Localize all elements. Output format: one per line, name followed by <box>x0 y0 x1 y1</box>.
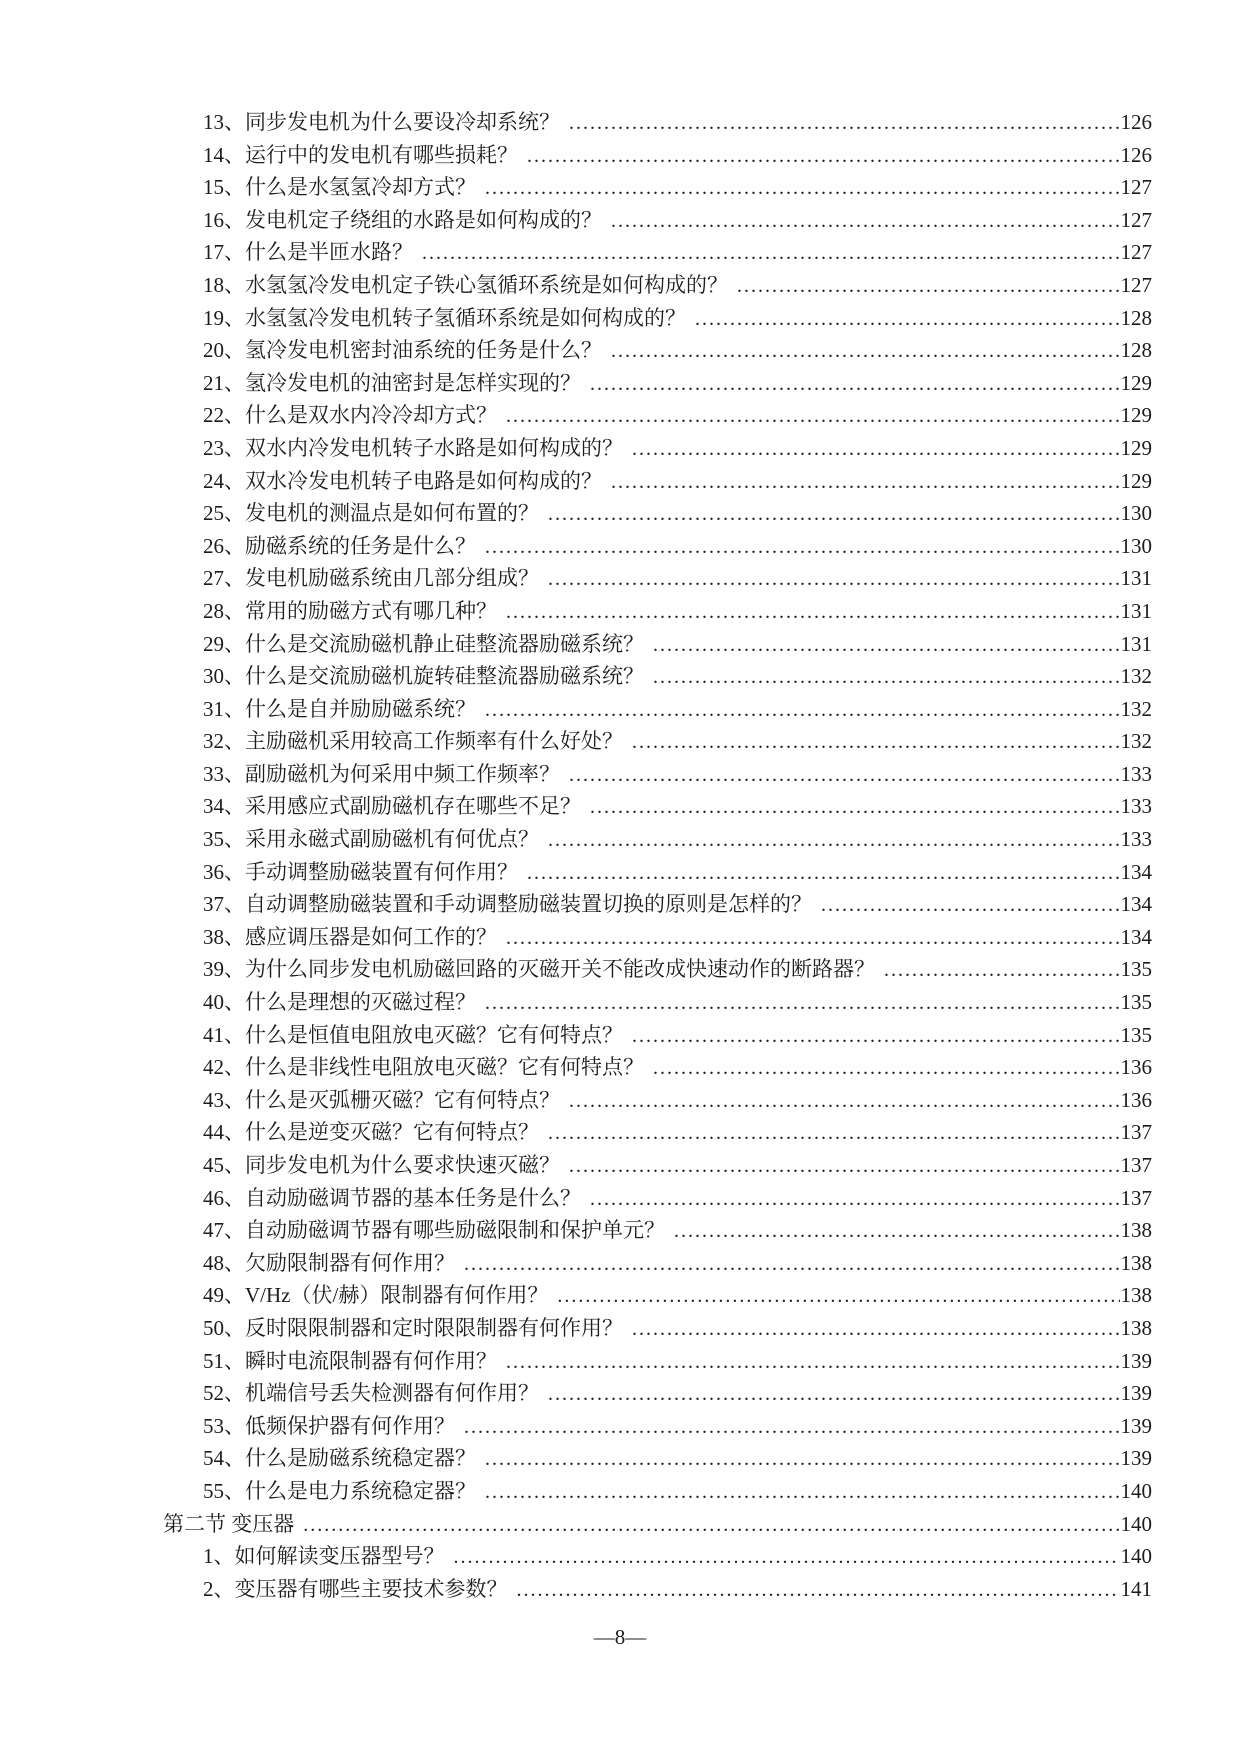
toc-entry <box>163 1377 1152 1410</box>
toc-entry <box>163 139 1152 172</box>
toc-entry <box>163 1312 1152 1345</box>
dot-leader <box>632 1313 1120 1346</box>
toc-entry-label: 20、氢冷发电机密封油系统的任务是什么？ <box>203 338 602 363</box>
dot-leader <box>485 172 1120 205</box>
dot-leader <box>590 368 1120 401</box>
toc-entry <box>163 790 1152 823</box>
toc-entry <box>163 1084 1152 1117</box>
dot-leader <box>464 1411 1120 1444</box>
toc-entry <box>163 1247 1152 1280</box>
dot-leader <box>506 1346 1120 1379</box>
toc-entry <box>163 1345 1152 1378</box>
toc-entry <box>163 1019 1152 1052</box>
dot-leader <box>548 824 1120 857</box>
toc-entry-page-number: 131 <box>1120 631 1152 656</box>
toc-entry-label: 29、什么是交流励磁机静止硅整流器励磁系统？ <box>203 631 644 656</box>
toc-entry <box>163 1279 1152 1312</box>
toc-entry-page-number: 129 <box>1120 370 1152 395</box>
toc-entry <box>163 399 1152 432</box>
toc-entry-label: 17、什么是半匝水路？ <box>203 240 413 265</box>
toc-entry-label: 34、采用感应式副励磁机存在哪些不足？ <box>203 794 581 819</box>
toc-entry-label: 46、自动励磁调节器的基本任务是什么？ <box>203 1185 581 1210</box>
toc-entry-page-number: 130 <box>1120 533 1152 558</box>
toc-entry-label: 36、手动调整励磁装置有何作用？ <box>203 859 518 884</box>
toc-entry <box>163 693 1152 726</box>
toc-entry-page-number: 128 <box>1120 338 1152 363</box>
toc-entry <box>163 367 1152 400</box>
toc-entry-page-number: 137 <box>1120 1185 1152 1210</box>
toc-entry-label: 49、V/Hz（伏/赫）限制器有何作用？ <box>203 1283 549 1308</box>
toc-entry-label: 24、双水冷发电机转子电路是如何构成的？ <box>203 468 602 493</box>
dot-leader <box>485 1443 1120 1476</box>
page-number: —8— <box>593 1625 647 1649</box>
toc-entry-label: 52、机端信号丢失检测器有何作用？ <box>203 1381 539 1406</box>
dot-leader <box>485 531 1120 564</box>
toc-entry-label: 37、自动调整励磁装置和手动调整励磁装置切换的原则是怎样的？ <box>203 892 812 917</box>
table-of-contents <box>163 106 1152 1605</box>
toc-entry <box>163 269 1152 302</box>
toc-entry-page-number: 135 <box>1120 1022 1152 1047</box>
dot-leader <box>653 629 1120 662</box>
toc-entry-label: 1、如何解读变压器型号？ <box>203 1544 445 1569</box>
toc-entry-page-number: 132 <box>1120 664 1152 689</box>
toc-entry-label: 32、主励磁机采用较高工作频率有什么好处？ <box>203 729 623 754</box>
toc-entry-page-number: 138 <box>1120 1315 1152 1340</box>
toc-entry-label: 26、励磁系统的任务是什么？ <box>203 533 476 558</box>
toc-entry-label: 48、欠励限制器有何作用？ <box>203 1250 455 1275</box>
toc-entry-page-number: 137 <box>1120 1153 1152 1177</box>
toc-entry-page-number: 131 <box>1120 566 1152 591</box>
dot-leader <box>569 1085 1120 1118</box>
toc-entry-page-number: 132 <box>1120 729 1152 754</box>
toc-entry-label: 18、水氢氢冷发电机定子铁心氢循环系统是如何构成的？ <box>203 272 728 297</box>
toc-entry <box>163 660 1152 693</box>
toc-entry-label: 38、感应调压器是如何工作的？ <box>203 924 497 949</box>
dot-leader <box>611 335 1120 368</box>
dot-leader <box>653 1052 1120 1085</box>
toc-entry-page-number: 134 <box>1120 859 1152 884</box>
dot-leader <box>548 1117 1120 1150</box>
toc-entry <box>163 334 1152 367</box>
toc-entry <box>163 171 1152 204</box>
toc-entry <box>163 530 1152 563</box>
toc-entry-page-number: 136 <box>1120 1087 1152 1112</box>
toc-entry-page-number: 129 <box>1120 403 1152 428</box>
toc-entry-page-number: 134 <box>1120 892 1152 917</box>
dot-leader <box>674 1215 1120 1248</box>
toc-entry <box>163 1475 1152 1508</box>
toc-entry-page-number: 139 <box>1120 1381 1152 1406</box>
toc-entry-label: 23、双水内冷发电机转子水路是如何构成的？ <box>203 435 623 460</box>
toc-entry-page-number: 139 <box>1120 1413 1152 1438</box>
toc-entry-label: 30、什么是交流励磁机旋转硅整流器励磁系统？ <box>203 664 644 689</box>
dot-leader <box>569 759 1120 792</box>
toc-entry <box>163 1214 1152 1247</box>
toc-entry-page-number: 127 <box>1120 240 1152 265</box>
toc-entry-label: 45、同步发电机为什么要求快速灭磁？ <box>203 1153 560 1177</box>
toc-entry <box>163 921 1152 954</box>
toc-entry <box>163 1442 1152 1475</box>
toc-entry-page-number: 130 <box>1120 501 1152 526</box>
toc-entry <box>163 1149 1152 1182</box>
dot-leader <box>632 433 1120 466</box>
dot-leader <box>454 1541 1120 1574</box>
dot-leader <box>506 596 1120 629</box>
dot-leader <box>821 889 1120 922</box>
toc-entry-page-number: 128 <box>1120 305 1152 330</box>
toc-entry <box>163 1508 1152 1541</box>
toc-entry-label: 第二节 变压器 <box>163 1511 295 1536</box>
toc-entry-page-number: 138 <box>1120 1218 1152 1243</box>
toc-entry-page-number: 127 <box>1120 207 1152 232</box>
dot-leader <box>485 694 1120 727</box>
toc-entry-label: 47、自动励磁调节器有哪些励磁限制和保护单元？ <box>203 1218 665 1243</box>
toc-entry-label: 53、低频保护器有何作用？ <box>203 1413 455 1438</box>
toc-entry <box>163 986 1152 1019</box>
dot-leader <box>464 1248 1120 1281</box>
dot-leader <box>485 1476 1120 1509</box>
toc-entry <box>163 953 1152 986</box>
dot-leader <box>611 205 1120 238</box>
toc-entry-label: 51、瞬时电流限制器有何作用？ <box>203 1348 497 1373</box>
toc-entry-label: 39、为什么同步发电机励磁回路的灭磁开关不能改成快速动作的断路器？ <box>203 957 875 982</box>
toc-entry-page-number: 127 <box>1120 272 1152 297</box>
dot-leader <box>527 857 1120 890</box>
dot-leader <box>611 466 1120 499</box>
toc-entry <box>163 628 1152 661</box>
toc-entry <box>163 595 1152 628</box>
toc-entry-page-number: 139 <box>1120 1446 1152 1471</box>
dot-leader <box>632 726 1120 759</box>
toc-entry <box>163 432 1152 465</box>
dot-leader <box>653 661 1120 694</box>
toc-entry <box>163 758 1152 791</box>
toc-entry-label: 41、什么是恒值电阻放电灭磁？它有何特点？ <box>203 1022 623 1047</box>
toc-entry-label: 2、变压器有哪些主要技术参数？ <box>203 1576 508 1601</box>
toc-entry <box>163 465 1152 498</box>
dot-leader <box>569 1150 1120 1183</box>
dot-leader <box>422 237 1120 270</box>
toc-entry-label: 55、什么是电力系统稳定器？ <box>203 1478 476 1503</box>
dot-leader <box>506 400 1120 433</box>
toc-entry-label: 40、什么是理想的灭磁过程？ <box>203 990 476 1015</box>
toc-entry-page-number: 138 <box>1120 1250 1152 1275</box>
toc-entry-page-number: 140 <box>1120 1478 1152 1503</box>
toc-entry-label: 13、同步发电机为什么要设冷却系统？ <box>203 110 560 134</box>
toc-entry-label: 27、发电机励磁系统由几部分组成？ <box>203 566 539 591</box>
toc-entry-label: 54、什么是励磁系统稳定器？ <box>203 1446 476 1471</box>
dot-leader <box>557 1280 1119 1313</box>
toc-entry <box>163 856 1152 889</box>
toc-entry-page-number: 140 <box>1120 1511 1152 1536</box>
dot-leader <box>737 270 1120 303</box>
dot-leader <box>548 498 1120 531</box>
toc-entry <box>163 106 1152 139</box>
toc-entry-page-number: 134 <box>1120 924 1152 949</box>
toc-entry-page-number: 137 <box>1120 1120 1152 1145</box>
toc-entry-label: 28、常用的励磁方式有哪几种？ <box>203 598 497 623</box>
toc-entry-page-number: 126 <box>1120 142 1152 167</box>
toc-entry-page-number: 129 <box>1120 435 1152 460</box>
dot-leader <box>590 791 1120 824</box>
toc-entry-label: 19、水氢氢冷发电机转子氢循环系统是如何构成的？ <box>203 305 686 330</box>
toc-entry-label: 44、什么是逆变灭磁？它有何特点？ <box>203 1120 539 1145</box>
toc-entry-page-number: 132 <box>1120 696 1152 721</box>
toc-entry <box>163 1051 1152 1084</box>
toc-entry <box>163 497 1152 530</box>
toc-entry <box>163 725 1152 758</box>
toc-entry-page-number: 140 <box>1120 1544 1152 1569</box>
toc-entry-page-number: 131 <box>1120 598 1152 623</box>
toc-entry-page-number: 133 <box>1120 761 1152 786</box>
dot-leader <box>527 140 1120 173</box>
toc-entry-label: 43、什么是灭弧栅灭磁？它有何特点？ <box>203 1087 560 1112</box>
toc-entry <box>163 236 1152 269</box>
toc-entry-page-number: 127 <box>1120 175 1152 200</box>
toc-entry-page-number: 135 <box>1120 990 1152 1015</box>
toc-entry <box>163 823 1152 856</box>
toc-entry-page-number: 133 <box>1120 827 1152 852</box>
toc-entry-label: 16、发电机定子绕组的水路是如何构成的？ <box>203 207 602 232</box>
toc-entry-page-number: 135 <box>1120 957 1152 982</box>
toc-entry-page-number: 139 <box>1120 1348 1152 1373</box>
toc-entry-page-number: 136 <box>1120 1055 1152 1080</box>
dot-leader <box>548 563 1120 596</box>
toc-entry <box>163 204 1152 237</box>
toc-entry <box>163 1410 1152 1443</box>
toc-entry-label: 25、发电机的测温点是如何布置的？ <box>203 501 539 526</box>
toc-entry-label: 22、什么是双水内冷冷却方式？ <box>203 403 497 428</box>
dot-leader <box>506 922 1120 955</box>
toc-entry-page-number: 126 <box>1120 110 1152 134</box>
dot-leader <box>632 1020 1120 1053</box>
toc-entry-label: 14、运行中的发电机有哪些损耗？ <box>203 142 518 167</box>
toc-entry <box>163 1182 1152 1215</box>
toc-entry <box>163 1540 1152 1573</box>
toc-entry-label: 15、什么是水氢氢冷却方式？ <box>203 175 476 200</box>
toc-entry-page-number: 129 <box>1120 468 1152 493</box>
dot-leader <box>884 954 1120 987</box>
toc-entry-page-number: 141 <box>1120 1576 1152 1601</box>
toc-entry-label: 35、采用永磁式副励磁机有何优点？ <box>203 827 539 852</box>
dot-leader <box>695 303 1120 336</box>
page-footer <box>0 1622 1240 1652</box>
toc-entry <box>163 888 1152 921</box>
toc-entry-label: 42、什么是非线性电阻放电灭磁？它有何特点？ <box>203 1055 644 1080</box>
toc-entry <box>163 1573 1152 1606</box>
toc-entry-page-number: 138 <box>1120 1283 1152 1308</box>
toc-entry-label: 31、什么是自并励励磁系统？ <box>203 696 476 721</box>
toc-entry-label: 33、副励磁机为何采用中频工作频率？ <box>203 761 560 786</box>
toc-entry-label: 21、氢冷发电机的油密封是怎样实现的？ <box>203 370 581 395</box>
toc-entry <box>163 562 1152 595</box>
dot-leader <box>517 1574 1120 1607</box>
dot-leader <box>590 1183 1120 1216</box>
toc-entry <box>163 302 1152 335</box>
toc-entry-page-number: 133 <box>1120 794 1152 819</box>
dot-leader <box>548 1378 1120 1411</box>
toc-entry-label: 50、反时限限制器和定时限限制器有何作用？ <box>203 1315 623 1340</box>
dot-leader <box>303 1509 1119 1542</box>
dot-leader <box>569 107 1120 140</box>
toc-entry <box>163 1116 1152 1149</box>
dot-leader <box>485 987 1120 1020</box>
